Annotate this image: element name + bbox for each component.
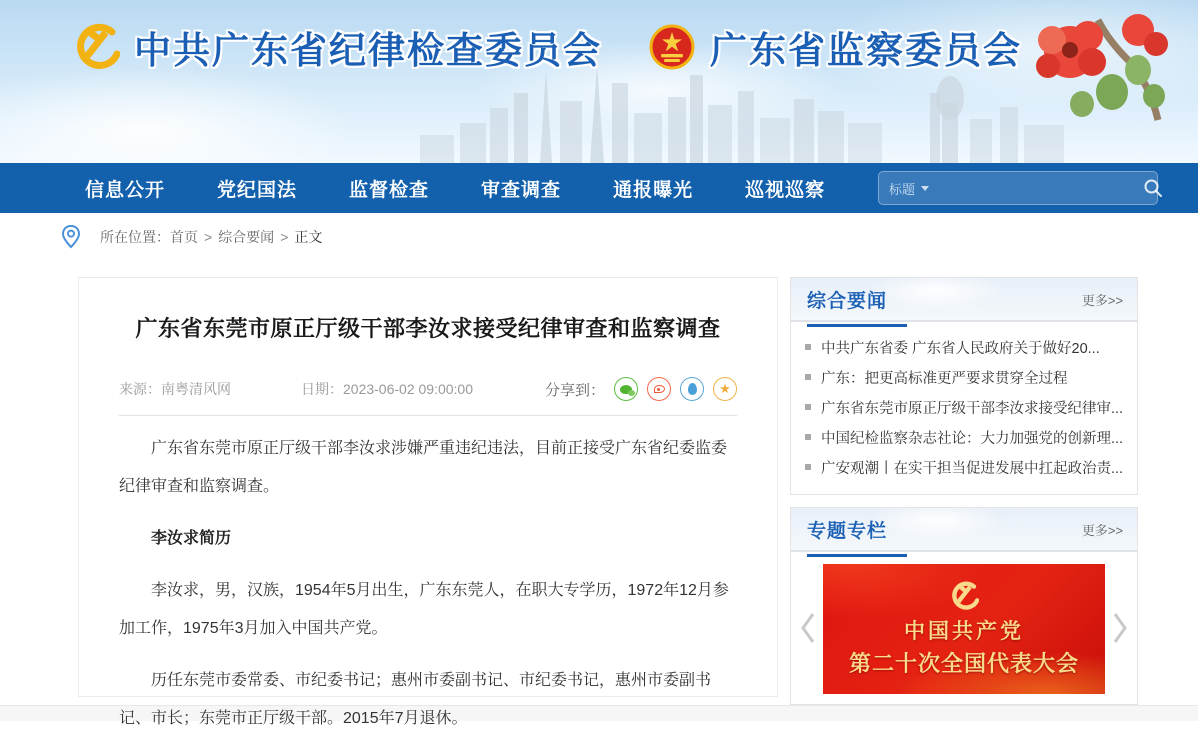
resume-heading: 李汝求简历 <box>151 530 232 547</box>
article-date: 日期：2023-06-02 09:00:00 <box>301 381 473 397</box>
search-category-dropdown[interactable] <box>879 179 939 198</box>
breadcrumb <box>0 213 1198 261</box>
breadcrumb-section[interactable]: 综合要闻 <box>218 229 275 245</box>
news-list-item[interactable]: 中共广东省委 广东省人民政府关于做好20... <box>805 332 1123 362</box>
chevron-right-icon <box>1111 611 1129 645</box>
chevron-down-icon <box>921 186 929 191</box>
nav-item-info[interactable]: 信息公开 <box>85 179 166 201</box>
news-more-link[interactable]: 更多>> <box>1081 292 1124 308</box>
news-list <box>791 322 1137 494</box>
sidebar <box>790 277 1138 705</box>
nav-menu <box>85 175 877 202</box>
wechat-share-icon[interactable] <box>614 377 638 401</box>
article-paragraph: 李汝求，男，汉族，1954年5月出生，广东东莞人，在职大专学历，1972年12月参加工作，1975年3月加入中国共产党。 <box>119 582 729 637</box>
breadcrumb-current: 正文 <box>294 229 323 245</box>
article-meta-left <box>119 379 473 399</box>
news-list-item[interactable]: 广东：把更高标准更严要求贯穿全过程 <box>805 362 1123 392</box>
search-icon <box>1143 178 1163 198</box>
news-list-item[interactable]: 中国纪检监察杂志社论：大力加强党的创新理... <box>805 422 1123 452</box>
article-paragraph: 广东省东莞市原正厅级干部李汝求涉嫌严重违纪违法，目前正接受广东省纪委监委纪律审查和监察调查。 <box>119 440 728 495</box>
carousel-prev-button[interactable] <box>797 608 819 648</box>
breadcrumb-label: 所在位置： <box>100 229 170 245</box>
article-meta <box>119 377 737 401</box>
nav-item-review[interactable]: 审查调查 <box>481 179 562 201</box>
topics-more-link[interactable]: 更多>> <box>1081 522 1124 538</box>
breadcrumb-separator: > <box>280 229 289 245</box>
kapok-flowers-graphic <box>1008 0 1198 150</box>
article-source: 来源：南粤清风网 <box>119 381 231 397</box>
banner-line-1: 中国共产党 <box>904 619 1025 643</box>
news-list-item[interactable]: 广安观潮丨在实干担当促进发展中扛起政治责... <box>805 452 1123 482</box>
chevron-left-icon <box>799 611 817 645</box>
topics-section-title: 专题专栏 <box>807 516 887 543</box>
search-box <box>878 171 1158 205</box>
carousel-next-button[interactable] <box>1109 608 1131 648</box>
content-area <box>0 261 1198 727</box>
nav-item-inspect[interactable]: 巡视巡察 <box>745 179 826 201</box>
qq-share-icon[interactable] <box>680 377 704 401</box>
main-navigation <box>0 163 1198 213</box>
qq-glyph <box>688 383 697 395</box>
weibo-glyph <box>654 385 665 393</box>
nav-item-supervise[interactable]: 监督检查 <box>349 179 430 201</box>
breadcrumb-separator: > <box>204 229 213 245</box>
nav-item-discipline[interactable]: 党纪国法 <box>217 179 298 201</box>
article-body <box>119 430 737 738</box>
party-emblem-icon <box>949 581 979 611</box>
share-group <box>545 377 737 401</box>
article-panel <box>78 277 778 727</box>
news-section-title: 综合要闻 <box>807 286 887 313</box>
wechat-glyph <box>620 385 632 394</box>
news-section-header <box>791 278 1137 322</box>
article-divider <box>119 415 737 416</box>
breadcrumb-home[interactable]: 首页 <box>170 229 198 245</box>
qzone-share-icon[interactable]: ★ <box>713 377 737 401</box>
search-category-label: 标题 <box>889 181 916 197</box>
search-input[interactable] <box>939 172 1136 204</box>
topics-section-header <box>791 508 1137 552</box>
topics-section <box>790 507 1138 705</box>
congress-banner[interactable] <box>823 564 1105 694</box>
site-brand <box>72 20 1022 74</box>
site-title-1: 中共广东省纪律检查委员会 <box>134 30 602 71</box>
search-button[interactable] <box>1136 171 1170 205</box>
news-section <box>790 277 1138 495</box>
weibo-share-icon[interactable] <box>647 377 671 401</box>
nav-item-expose[interactable]: 通报曝光 <box>613 179 694 201</box>
topics-carousel <box>791 552 1137 704</box>
site-title-2: 广东省监察委员会 <box>710 30 1022 71</box>
location-pin-icon <box>60 224 82 250</box>
share-label: 分享到： <box>544 381 605 399</box>
article-paragraph: 历任东莞市委常委、市纪委书记；惠州市委副书记、市纪委书记，惠州市委副书记、市长；东莞市正厅级干部。2015年7月退休。 <box>119 672 712 727</box>
city-skyline-graphic <box>390 63 1090 163</box>
party-emblem-icon <box>72 23 120 71</box>
banner-line-2: 第二十次全国代表大会 <box>849 650 1080 676</box>
site-header <box>0 0 1198 163</box>
news-list-item[interactable]: 广东省东莞市原正厅级干部李汝求接受纪律审... <box>805 392 1123 422</box>
article-title: 广东省东莞市原正厅级干部李汝求接受纪律审查和监察调查 <box>135 316 721 341</box>
national-emblem-icon <box>648 23 696 71</box>
